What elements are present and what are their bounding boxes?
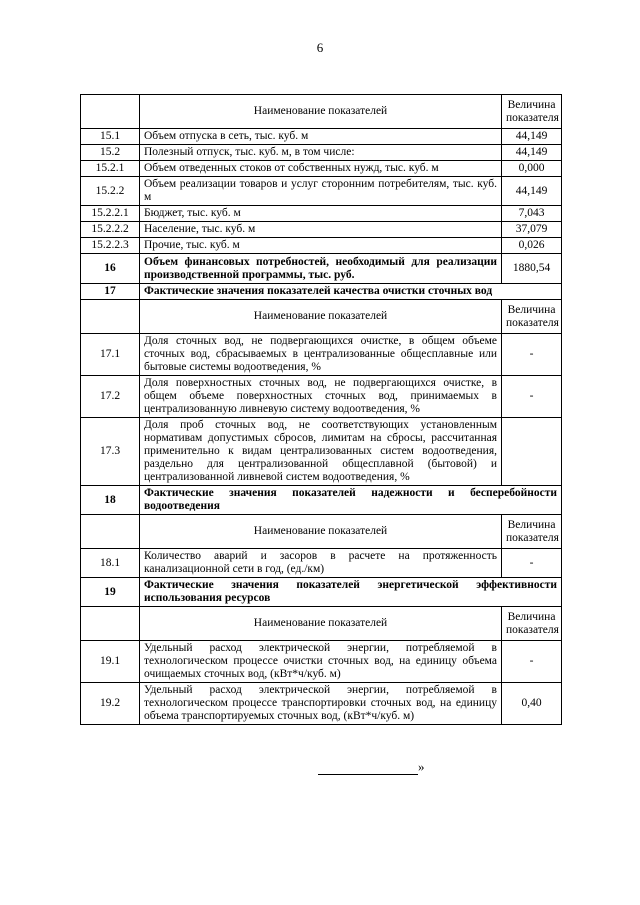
row-name: Полезный отпуск, тыс. куб. м, в том числе: (140, 145, 502, 161)
row-value: 0,40 (502, 683, 562, 725)
row-num: 17.1 (81, 334, 140, 376)
table-row (81, 129, 562, 145)
header-num-cell (81, 95, 140, 129)
section-num: 17 (81, 284, 140, 300)
table-row (81, 254, 562, 284)
header-num-cell (81, 515, 140, 549)
row-name: Доля сточных вод, не подвергающихся очистке, в общем объеме сточных вод, сбрасываемых в централизованные общесплавные или бытовые системы водоотведения, % (140, 334, 502, 376)
row-num: 15.2.2.2 (81, 222, 140, 238)
row-name: Объем финансовых потребностей, необходимый для реализации производственной программы, тыс. руб. (140, 254, 502, 284)
section-title: Фактические значения показателей энергетической эффективности использования ресурсов (140, 578, 562, 607)
page-number: 6 (316, 40, 324, 55)
header-num-cell (81, 607, 140, 641)
table-row (81, 145, 562, 161)
section-row (81, 486, 562, 515)
table-row (81, 206, 562, 222)
row-name: Удельный расход электрической энергии, потребляемой в технологическом процессе транспортировки сточных вод, на единицу объема транспортируемых сточных вод, (кВт*ч/куб. м) (140, 683, 502, 725)
row-num: 17.3 (81, 418, 140, 486)
table-row (81, 418, 562, 486)
table-row (81, 376, 562, 418)
row-value: 0,026 (502, 238, 562, 254)
row-value: 37,079 (502, 222, 562, 238)
row-name: Доля проб сточных вод, не соответствующих установленным нормативам допустимых сбросов, лимитам на сбросы, рассчитанная применительно к видам централизованных систем водоотведения, раздельно для централизованной общесплавной (бытовой) и централизованной ливневой систем водоотведения, % (140, 418, 502, 486)
row-value (502, 418, 562, 486)
row-name: Удельный расход электрической энергии, потребляемой в технологическом процессе очистки сточных вод, на единицу объема очищаемых сточных вод, (кВт*ч/куб. м) (140, 641, 502, 683)
row-value: - (502, 376, 562, 418)
footer-mark (318, 759, 425, 775)
row-value: - (502, 334, 562, 376)
row-name: Население, тыс. куб. м (140, 222, 502, 238)
table-header-row (81, 607, 562, 641)
row-name: Объем отпуска в сеть, тыс. куб. м (140, 129, 502, 145)
section-title: Фактические значения показателей качества очистки сточных вод (140, 284, 562, 300)
row-value: - (502, 549, 562, 578)
header-name-cell: Наименование показателей (140, 607, 502, 641)
row-num: 15.2.2 (81, 177, 140, 206)
table-row (81, 222, 562, 238)
row-value: 0,000 (502, 161, 562, 177)
section-num: 19 (81, 578, 140, 607)
table-row (81, 161, 562, 177)
footer-underline (318, 764, 418, 775)
header-name-cell: Наименование показателей (140, 300, 502, 334)
header-value-cell: Величина показателя (502, 300, 562, 334)
header-value-cell: Величина показателя (502, 95, 562, 129)
table-header-row (81, 300, 562, 334)
row-num: 17.2 (81, 376, 140, 418)
header-name-cell: Наименование показателей (140, 515, 502, 549)
row-name: Бюджет, тыс. куб. м (140, 206, 502, 222)
section-title: Фактические значения показателей надежности и бесперебойности водоотведения (140, 486, 562, 515)
section-row (81, 578, 562, 607)
header-value-cell: Величина показателя (502, 607, 562, 641)
table-row (81, 549, 562, 578)
row-num: 15.2 (81, 145, 140, 161)
row-value: 1880,54 (502, 254, 562, 284)
closing-quote: » (418, 759, 425, 774)
table-row (81, 683, 562, 725)
row-num: 15.2.2.3 (81, 238, 140, 254)
row-value: 44,149 (502, 145, 562, 161)
table-header-row (81, 515, 562, 549)
row-name: Объем отведенных стоков от собственных нужд, тыс. куб. м (140, 161, 502, 177)
row-name: Объем реализации товаров и услуг сторонним потребителям, тыс. куб. м (140, 177, 502, 206)
row-name: Доля поверхностных сточных вод, не подвергающихся очистке, в общем объеме поверхностных сточных вод, принимаемых в централизованную ливневую систему водоотведения, % (140, 376, 502, 418)
row-value: 44,149 (502, 177, 562, 206)
header-num-cell (81, 300, 140, 334)
table-row (81, 641, 562, 683)
row-num: 19.1 (81, 641, 140, 683)
row-name: Количество аварий и засоров в расчете на протяженность канализационной сети в год, (ед./км) (140, 549, 502, 578)
row-num: 16 (81, 254, 140, 284)
header-name-cell: Наименование показателей (140, 95, 502, 129)
table-header-row (81, 95, 562, 129)
row-value: - (502, 641, 562, 683)
table-row (81, 177, 562, 206)
row-num: 18.1 (81, 549, 140, 578)
row-name: Прочие, тыс. куб. м (140, 238, 502, 254)
header-value-cell: Величина показателя (502, 515, 562, 549)
table-row (81, 334, 562, 376)
row-value: 7,043 (502, 206, 562, 222)
row-num: 19.2 (81, 683, 140, 725)
row-num: 15.2.1 (81, 161, 140, 177)
table-row (81, 238, 562, 254)
indicators-table (80, 94, 562, 725)
row-num: 15.2.2.1 (81, 206, 140, 222)
row-num: 15.1 (81, 129, 140, 145)
section-num: 18 (81, 486, 140, 515)
row-value: 44,149 (502, 129, 562, 145)
section-row (81, 284, 562, 300)
